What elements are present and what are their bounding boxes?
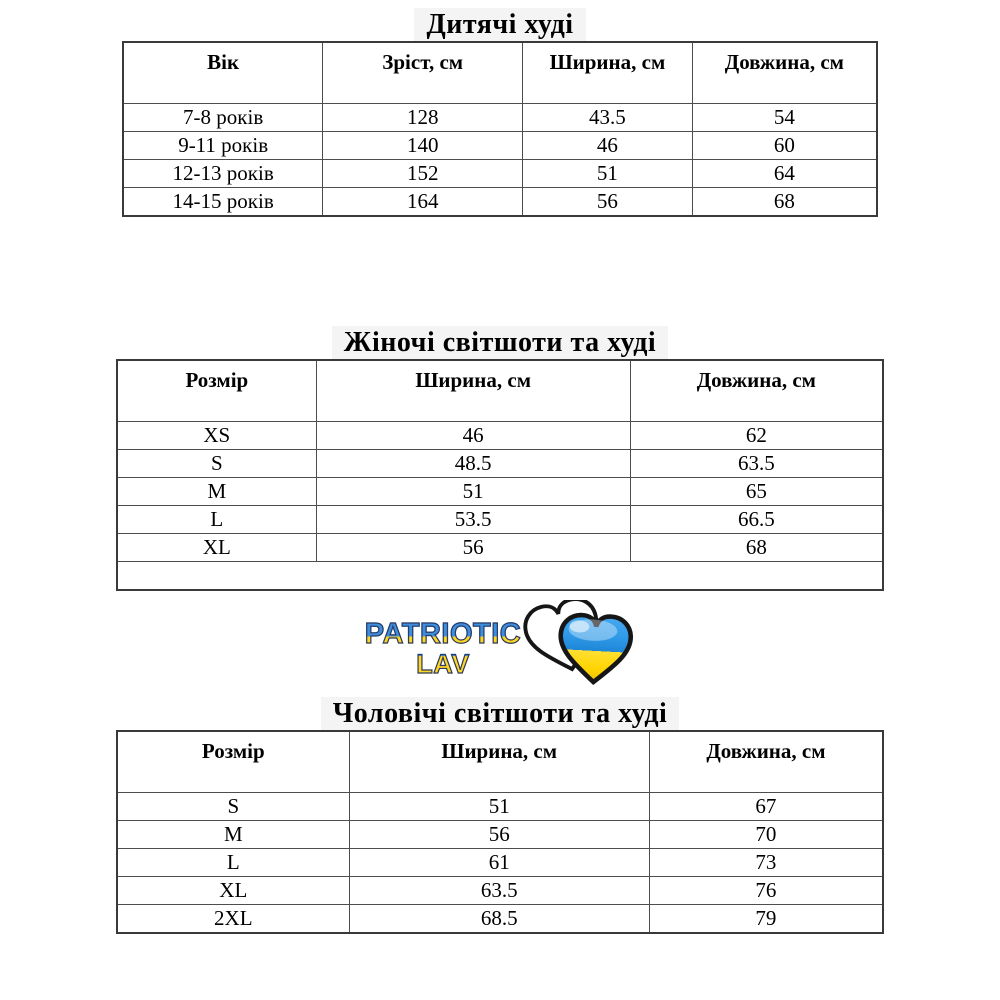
table-row — [117, 478, 883, 506]
table-cell: 65 — [630, 478, 883, 506]
table-cell: L — [117, 849, 349, 877]
table-cell: 68 — [692, 188, 877, 217]
column-header: Ширина, см — [316, 360, 630, 422]
table-row — [123, 104, 877, 132]
children-hoodies-title — [0, 0, 1000, 41]
table-cell: 73 — [649, 849, 883, 877]
table-cell: 140 — [323, 132, 523, 160]
table-cell: S — [117, 793, 349, 821]
table-cell: 53.5 — [316, 506, 630, 534]
table-cell: 64 — [692, 160, 877, 188]
table-cell: 54 — [692, 104, 877, 132]
table-cell: 70 — [649, 821, 883, 849]
children-hoodies-title-text: Дитячі худі — [414, 8, 585, 41]
header-row — [117, 360, 883, 422]
table-row — [117, 877, 883, 905]
table-cell: M — [117, 821, 349, 849]
table-cell: 63.5 — [349, 877, 649, 905]
table-row — [117, 422, 883, 450]
table-cell: XL — [117, 534, 316, 562]
table-cell: 2XL — [117, 905, 349, 934]
table-cell: 128 — [323, 104, 523, 132]
column-header: Довжина, см — [692, 42, 877, 104]
men-sweatshirts-title — [0, 698, 1000, 730]
header-row — [123, 42, 877, 104]
table-cell: 62 — [630, 422, 883, 450]
table-cell: 60 — [692, 132, 877, 160]
patriotic-lav-logo — [0, 607, 1000, 685]
women-sweatshirts-title-text: Жіночі світшоти та худі — [332, 326, 668, 359]
table-row — [117, 849, 883, 877]
table-cell: XS — [117, 422, 316, 450]
empty-row — [117, 562, 883, 591]
women-sweatshirts-title — [0, 327, 1000, 359]
table-cell: 79 — [649, 905, 883, 934]
table-cell: M — [117, 478, 316, 506]
table-cell: 51 — [316, 478, 630, 506]
column-header: Довжина, см — [649, 731, 883, 793]
column-header: Зріст, см — [323, 42, 523, 104]
table-cell: 68.5 — [349, 905, 649, 934]
table-cell: 46 — [523, 132, 693, 160]
table-cell: 61 — [349, 849, 649, 877]
table-row — [117, 821, 883, 849]
table-cell: 56 — [523, 188, 693, 217]
column-header: Розмір — [117, 731, 349, 793]
table-cell: 14-15 років — [123, 188, 323, 217]
table-row — [117, 450, 883, 478]
table-cell: 76 — [649, 877, 883, 905]
women-sweatshirts-table — [116, 359, 884, 591]
table-cell: 12-13 років — [123, 160, 323, 188]
table-cell: 51 — [523, 160, 693, 188]
table-cell: 46 — [316, 422, 630, 450]
table-cell: 67 — [649, 793, 883, 821]
table-cell: S — [117, 450, 316, 478]
table-cell: 152 — [323, 160, 523, 188]
table-cell: 51 — [349, 793, 649, 821]
table-cell: 56 — [316, 534, 630, 562]
table-cell: 164 — [323, 188, 523, 217]
table-cell: 63.5 — [630, 450, 883, 478]
table-row — [117, 506, 883, 534]
children-hoodies-table — [122, 41, 878, 217]
logo-text-lav: LAV — [365, 651, 521, 678]
empty-cell — [117, 562, 883, 591]
table-row — [117, 793, 883, 821]
table-row — [123, 132, 877, 160]
table-cell: 66.5 — [630, 506, 883, 534]
table-cell: 68 — [630, 534, 883, 562]
table-cell: 56 — [349, 821, 649, 849]
column-header: Ширина, см — [349, 731, 649, 793]
table-row — [117, 534, 883, 562]
column-header: Розмір — [117, 360, 316, 422]
men-sweatshirts-title-text: Чоловічі світшоти та худі — [321, 697, 680, 730]
logo-wordmark — [365, 620, 521, 678]
header-row — [117, 731, 883, 793]
column-header: Вік — [123, 42, 323, 104]
ukraine-flag-heart-icon — [523, 600, 635, 688]
table-row — [123, 160, 877, 188]
table-row — [123, 188, 877, 217]
table-row — [117, 905, 883, 934]
table-cell: 43.5 — [523, 104, 693, 132]
table-cell: 9-11 років — [123, 132, 323, 160]
table-cell: L — [117, 506, 316, 534]
table-cell: 7-8 років — [123, 104, 323, 132]
column-header: Ширина, см — [523, 42, 693, 104]
table-cell: XL — [117, 877, 349, 905]
men-sweatshirts-table — [116, 730, 884, 934]
column-header: Довжина, см — [630, 360, 883, 422]
table-cell: 48.5 — [316, 450, 630, 478]
logo-text-patriotic: PATRIOTIC — [364, 618, 522, 650]
